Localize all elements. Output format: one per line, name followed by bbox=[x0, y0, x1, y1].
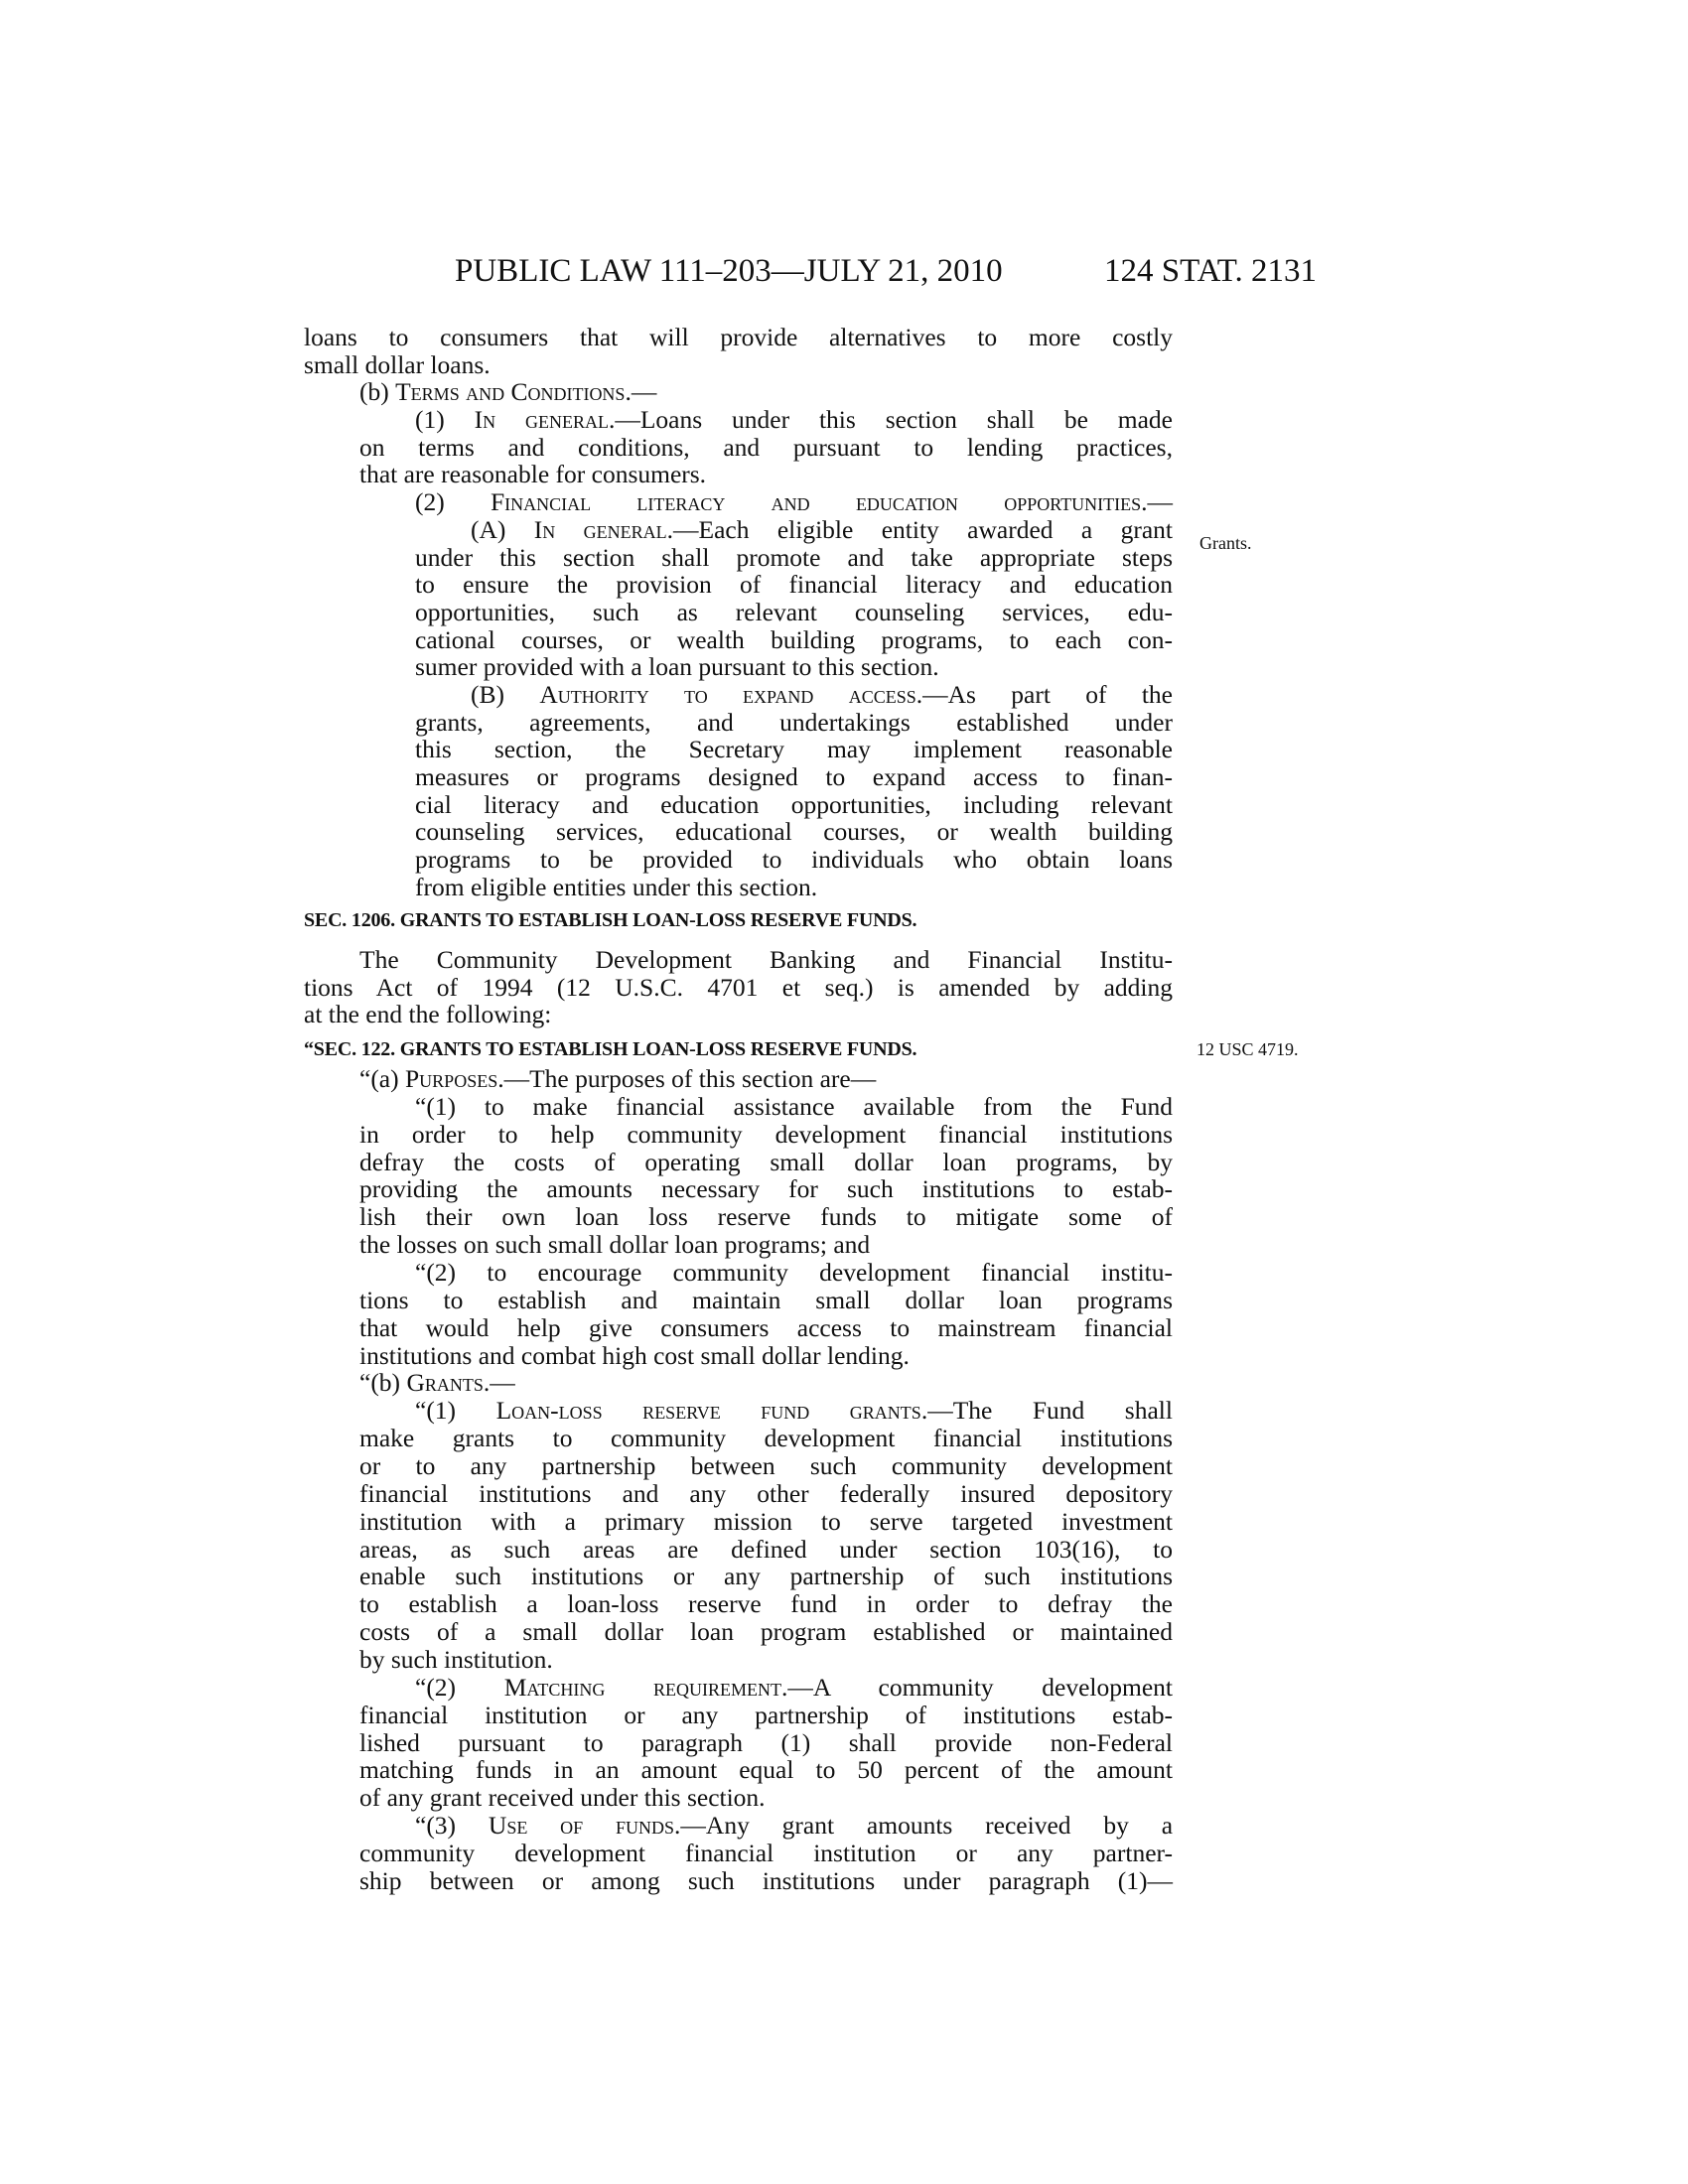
text-line bbox=[304, 516, 1173, 544]
text-line bbox=[304, 1175, 1173, 1203]
text-line bbox=[304, 1840, 1173, 1867]
text-line bbox=[304, 874, 1173, 901]
text-line bbox=[304, 351, 1173, 379]
text-line bbox=[304, 1563, 1173, 1590]
text-line bbox=[304, 406, 1173, 434]
text-segment: .—A community development bbox=[780, 1672, 1173, 1702]
paragraph-heading: Terms and Conditions bbox=[395, 377, 626, 407]
text-segment: areas, as such areas are defined under section 103(16), to bbox=[359, 1534, 1173, 1564]
text-segment: counseling services, educational courses, or wealth building bbox=[415, 817, 1173, 847]
text-segment: (B) bbox=[471, 679, 540, 709]
text-segment: .—Any grant amounts received by a bbox=[674, 1811, 1174, 1841]
text-segment: opportunities, such as relevant counseling services, edu- bbox=[415, 597, 1173, 626]
text-line bbox=[304, 1149, 1173, 1176]
text-line bbox=[304, 1867, 1173, 1895]
text-segment: or to any partnership between such community development bbox=[359, 1451, 1173, 1481]
text-segment: financial institution or any partnership of institutions estab- bbox=[359, 1700, 1173, 1729]
text-segment: to ensure the provision of financial literacy and education bbox=[415, 570, 1173, 600]
text-segment: (1) bbox=[415, 405, 475, 435]
text-line bbox=[304, 1314, 1173, 1342]
text-line bbox=[304, 1287, 1173, 1314]
text-segment: financial institutions and any other federally insured depository bbox=[359, 1478, 1173, 1508]
text-line bbox=[304, 378, 1173, 406]
text-segment: .—Each eligible entity awarded a grant bbox=[666, 514, 1173, 544]
text-segment: .—As part of the bbox=[915, 679, 1173, 709]
text-line bbox=[304, 1508, 1173, 1536]
text-segment: costs of a small dollar loan program established or maintained bbox=[359, 1617, 1173, 1647]
text-line bbox=[304, 1065, 1173, 1093]
text-line bbox=[304, 653, 1173, 681]
running-title: PUBLIC LAW 111–203—JULY 21, 2010 bbox=[455, 253, 1003, 289]
text-segment: from eligible entities under this section. bbox=[415, 872, 818, 901]
text-segment: .—The purposes of this section are— bbox=[497, 1064, 877, 1093]
paragraph-heading: Grants bbox=[406, 1368, 484, 1398]
text-line bbox=[304, 846, 1173, 874]
paragraph-heading: Authority to expand access bbox=[539, 679, 916, 709]
text-line bbox=[304, 1425, 1173, 1452]
text-line bbox=[304, 791, 1173, 819]
text-line bbox=[304, 488, 1173, 516]
text-line bbox=[304, 974, 1173, 1002]
text-line bbox=[304, 1001, 1173, 1028]
margin-note-grants: Grants. bbox=[1199, 533, 1252, 553]
text-segment: sumer provided with a loan pursuant to this section. bbox=[415, 652, 939, 682]
text-segment: community development financial institution or any partner- bbox=[359, 1839, 1173, 1868]
text-segment: (b) bbox=[359, 377, 396, 407]
text-segment: (2) bbox=[415, 487, 491, 517]
text-segment: lished pursuant to paragraph (1) shall provide non-Federal bbox=[359, 1727, 1173, 1757]
paragraph-heading: Purposes bbox=[405, 1064, 498, 1093]
text-line bbox=[304, 1480, 1173, 1508]
text-line bbox=[304, 434, 1173, 462]
text-segment: of any grant received under this section. bbox=[359, 1783, 766, 1813]
text-line bbox=[304, 1231, 1173, 1259]
text-segment: that are reasonable for consumers. bbox=[359, 460, 707, 489]
text-segment: The Community Development Banking and Financial Institu- bbox=[359, 945, 1173, 974]
text-segment: .— bbox=[483, 1368, 515, 1398]
text-segment: “(2) bbox=[415, 1672, 504, 1702]
text-segment: defray the costs of operating small dollar loan programs, by bbox=[359, 1147, 1173, 1176]
text-line bbox=[304, 324, 1173, 351]
text-segment: under this section shall promote and take appropriate steps bbox=[415, 542, 1173, 572]
paragraph-heading: Financial literacy and education opportunities bbox=[491, 487, 1142, 517]
text-line bbox=[304, 709, 1173, 737]
text-line bbox=[304, 1342, 1173, 1370]
text-segment: tions to establish and maintain small dollar loan programs bbox=[359, 1285, 1173, 1314]
text-segment: make grants to community development financial institutions bbox=[359, 1424, 1173, 1453]
text-line bbox=[304, 1618, 1173, 1646]
text-line bbox=[304, 1536, 1173, 1564]
text-segment: this section, the Secretary may implement reasonable bbox=[415, 735, 1173, 764]
text-line bbox=[304, 1590, 1173, 1618]
text-line bbox=[304, 1784, 1173, 1812]
text-segment: .— bbox=[1141, 487, 1173, 517]
text-segment: (A) bbox=[471, 514, 534, 544]
text-line bbox=[304, 626, 1173, 654]
text-segment: at the end the following: bbox=[304, 1000, 552, 1029]
page-citation: 124 STAT. 2131 bbox=[1104, 253, 1318, 289]
text-line bbox=[304, 1729, 1173, 1757]
section-heading-122: “SEC. 122. GRANTS TO ESTABLISH LOAN-LOSS RESERVE FUNDS. bbox=[304, 1038, 917, 1060]
text-segment: measures or programs designed to expand access to finan- bbox=[415, 762, 1173, 791]
text-line bbox=[304, 1259, 1173, 1287]
section-1206-intro bbox=[304, 946, 1173, 1028]
text-line bbox=[304, 1756, 1173, 1784]
text-segment: grants, agreements, and undertakings established under bbox=[415, 707, 1173, 737]
text-line bbox=[304, 1397, 1173, 1425]
text-line bbox=[304, 1121, 1173, 1149]
text-segment: on terms and conditions, and pursuant to lending practices, bbox=[359, 432, 1173, 462]
text-segment: to establish a loan-loss reserve fund in order to defray the bbox=[359, 1589, 1173, 1619]
text-line bbox=[304, 736, 1173, 763]
text-segment: “(2) to encourage community development financial institu- bbox=[415, 1258, 1173, 1288]
section-1205-text-continued bbox=[304, 324, 1173, 900]
paragraph-heading: In general bbox=[474, 405, 609, 435]
text-segment: loans to consumers that will provide alternatives to more costly bbox=[304, 323, 1173, 351]
text-line bbox=[304, 544, 1173, 572]
text-line bbox=[304, 763, 1173, 791]
text-line bbox=[304, 1369, 1173, 1397]
text-line bbox=[304, 599, 1173, 626]
text-line bbox=[304, 461, 1173, 488]
text-segment: institution with a primary mission to serve targeted investment bbox=[359, 1506, 1173, 1536]
text-segment: .—Loans under this section shall be made bbox=[608, 405, 1173, 435]
text-line bbox=[304, 1203, 1173, 1231]
text-segment: tions Act of 1994 (12 U.S.C. 4701 et seq.) is amended by adding bbox=[304, 972, 1173, 1002]
text-segment: lish their own loan loss reserve funds to mitigate some of bbox=[359, 1202, 1173, 1232]
text-line bbox=[304, 1812, 1173, 1840]
text-segment: “(1) bbox=[415, 1396, 496, 1426]
text-line bbox=[304, 1093, 1173, 1121]
text-line bbox=[304, 681, 1173, 709]
text-segment: “(b) bbox=[359, 1368, 407, 1398]
text-segment: matching funds in an amount equal to 50 percent of the amount bbox=[359, 1755, 1173, 1785]
paragraph-heading: Matching requirement bbox=[503, 1672, 781, 1702]
margin-note-usc-citation: 12 USC 4719. bbox=[1196, 1039, 1299, 1059]
text-segment: the losses on such small dollar loan programs; and bbox=[359, 1230, 871, 1260]
text-segment: “(3) bbox=[415, 1811, 489, 1841]
text-segment: .—The Fund shall bbox=[920, 1396, 1173, 1426]
text-segment: small dollar loans. bbox=[304, 349, 491, 379]
text-segment: ship between or among such institutions under paragraph (1)— bbox=[359, 1865, 1173, 1895]
text-segment: .— bbox=[625, 377, 657, 407]
text-segment: that would help give consumers access to mainstream financial bbox=[359, 1312, 1173, 1342]
text-segment: cial literacy and education opportunities, including relevant bbox=[415, 789, 1173, 819]
text-line bbox=[304, 1646, 1173, 1674]
text-line bbox=[304, 1674, 1173, 1702]
text-segment: providing the amounts necessary for such institutions to estab- bbox=[359, 1174, 1173, 1204]
section-heading-1206: SEC. 1206. GRANTS TO ESTABLISH LOAN-LOSS RESERVE FUNDS. bbox=[304, 909, 917, 931]
text-segment: by such institution. bbox=[359, 1645, 553, 1675]
paragraph-heading: In general bbox=[533, 514, 667, 544]
text-segment: “(a) bbox=[359, 1064, 405, 1093]
text-segment: institutions and combat high cost small dollar lending. bbox=[359, 1340, 910, 1370]
text-segment: programs to be provided to individuals who obtain loans bbox=[415, 845, 1173, 875]
text-line bbox=[304, 1702, 1173, 1729]
text-segment: “(1) to make financial assistance available from the Fund bbox=[415, 1091, 1173, 1121]
text-segment: cational courses, or wealth building programs, to each con- bbox=[415, 624, 1173, 654]
section-122-text bbox=[304, 1065, 1173, 1895]
text-line bbox=[304, 1452, 1173, 1480]
paragraph-heading: Loan-loss reserve fund grants bbox=[495, 1396, 921, 1426]
text-line bbox=[304, 571, 1173, 599]
text-line bbox=[304, 818, 1173, 846]
text-line bbox=[304, 946, 1173, 974]
text-segment: in order to help community development financial institutions bbox=[359, 1119, 1173, 1149]
text-segment: enable such institutions or any partnership of such institutions bbox=[359, 1562, 1173, 1591]
paragraph-heading: Use of funds bbox=[488, 1811, 675, 1841]
